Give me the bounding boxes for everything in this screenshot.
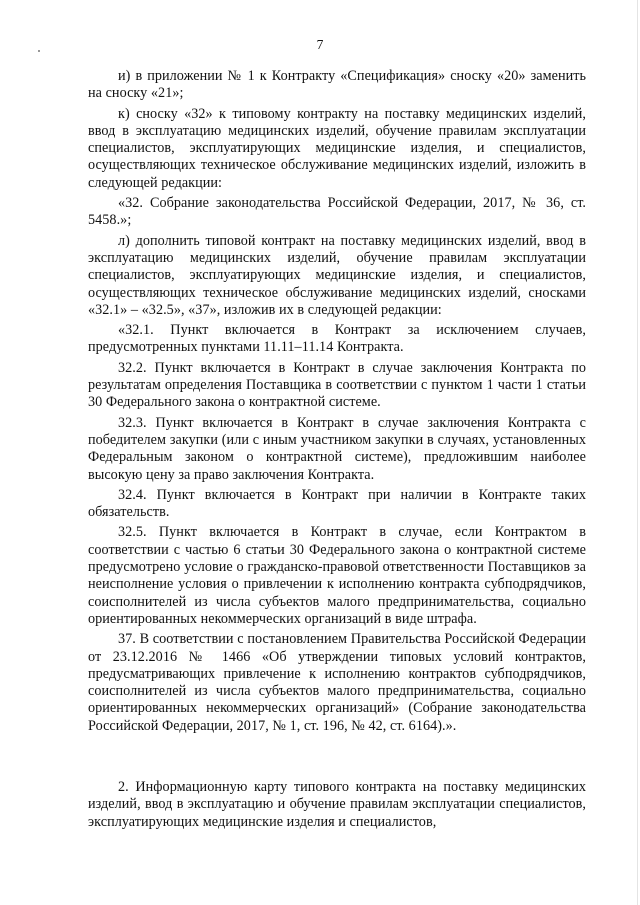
document-body [88, 68, 586, 831]
paragraph-i: и) в приложении № 1 к Контракту «Спецификация» сноску «20» заменить на сноску «21»; [88, 68, 586, 102]
scan-edge [637, 0, 638, 905]
footnote-32-4: 32.4. Пункт включается в Контракт при наличии в Контракте таких обязательств. [88, 486, 586, 521]
paragraph-l: л) дополнить типовой контракт на поставку медицинских изделий, ввод в эксплуатацию медицинских изделий, обучение правилам эксплуатации специалистов, эксплуатирующих медицинские изделия, и специалистов, осуществляющих техническое обслуживание медицинских изделий, сносками «32.1» – «32.5», «37», изложив их в следующей редакции: [88, 232, 586, 318]
footnote-32-2: 32.2. Пункт включается в Контракт в случае заключения Контракта по результатам определения Поставщика в соответствии с пунктом 1 части 1 статьи 30 Федерального закона о контрактной системе. [88, 359, 586, 411]
paragraph-2: 2. Информационную карту типового контракта на поставку медицинских изделий, ввод в эксплуатацию и обучение правилам эксплуатации специалистов, эксплуатирующих медицинские изделия и специалистов, [88, 778, 586, 830]
footnote-37: 37. В соответствии с постановлением Правительства Российской Федерации от 23.12.2016 № 1466 «Об утверждении типовых условий контрактов, предусматривающих привлечение к исполнению контрактов субподрядчиков, соисполнителей из числа субъектов малого предпринимательства, социально ориентированных некоммерческих организаций» (Собрание законодательства Российской Федерации, 2017, № 1, ст. 196, № 42, ст. 6164).». [88, 631, 586, 734]
footnote-32: «32. Собрание законодательства Российской Федерации, 2017, № 36, ст. 5458.»; [88, 195, 586, 229]
footnote-32-1: «32.1. Пункт включается в Контракт за исключением случаев, предусмотренных пунктами 11.11–11.14 Контракта. [88, 322, 586, 356]
paragraph-k: к) сноску «32» к типовому контракту на поставку медицинских изделий, ввод в эксплуатацию медицинских изделий, обучение правилам эксплуатации специалистов, эксплуатирующих медицинские изделия, и специалистов, осуществляющих техническое обслуживание медицинских изделий, изложить в следующей редакции: [88, 105, 586, 191]
page-number: 7 [316, 37, 324, 52]
footnote-32-3: 32.3. Пункт включается в Контракт в случае заключения Контракта с победителем закупки (или с иным участником закупки в случаях, установленных Федеральным законом о контрактной системе), предложившим наиболее высокую цену за право заключения Контракта. [88, 414, 586, 483]
footnote-32-5: 32.5. Пункт включается в Контракт в случае, если Контрактом в соответствии с частью 6 статьи 30 Федерального закона о контрактной системе предусмотрено условие о гражданско-правовой ответственности Поставщиков за неисполнение условия о привлечении к исполнению контракта субподрядчиков, соисполнителей из числа субъектов малого предпринимательства, социально ориентированных некоммерческих организаций в виде штрафа. [88, 524, 586, 627]
